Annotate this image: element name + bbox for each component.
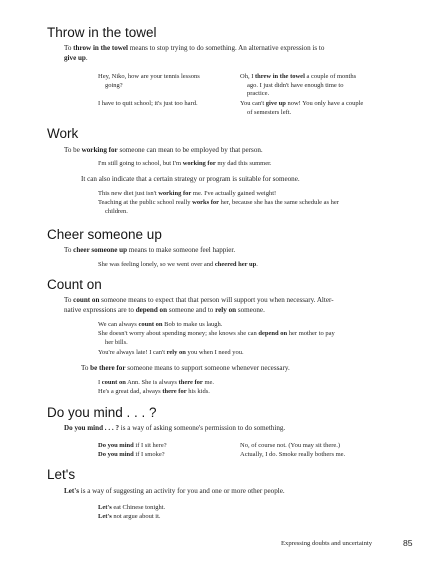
example-lets-1: Let's eat Chinese tonight.: [98, 504, 166, 511]
definition-throw-in-the-towel-cont: give up.: [64, 54, 88, 62]
definition-work-2: It can also indicate that a certain strategy or program is suitable for someone.: [81, 175, 300, 183]
example-count-on-2: She doesn't worry about spending money; she knows she can depend on her mother to pay: [98, 330, 335, 337]
example-work-2: This new diet just isn't working for me. I've actually gained weight!: [98, 190, 277, 197]
dialog-reply: You can't give up now! You only have a couple: [240, 100, 364, 107]
heading-throw-in-the-towel: Throw in the towel: [47, 25, 157, 40]
definition-count-on: To count on someone means to expect that that person will support you when necessary. Alter-: [64, 296, 334, 304]
example-cheer: She was feeling lonely, so we went over and cheered her up.: [98, 261, 258, 268]
running-footer: Expressing doubts and uncertainty: [281, 540, 373, 547]
example-be-there-for-2: He's a great dad, always there for his kids.: [98, 388, 210, 395]
example-mind-answer-1: No, of course not. (You may sit there.): [240, 442, 341, 449]
dialog-answer-cont: ago. I just didn't have enough time to: [247, 82, 344, 89]
heading-do-you-mind: Do you mind . . . ?: [47, 405, 157, 420]
definition-work: To be working for someone can mean to be employed by that person.: [64, 146, 263, 154]
definition-throw-in-the-towel: To throw in the towel means to stop trying to do something. An alternative expression is to: [64, 44, 325, 52]
heading-cheer-someone-up: Cheer someone up: [47, 227, 162, 242]
dialog-answer-cont2: practice.: [247, 90, 270, 97]
definition-cheer-someone-up: To cheer someone up means to make someone feel happier.: [64, 246, 236, 254]
heading-count-on: Count on: [47, 277, 102, 292]
example-count-on-2-cont: her bills.: [105, 339, 128, 346]
dialog-statement: I have to quit school; it's just too hard.: [98, 100, 198, 107]
dialog-answer: Oh, I threw in the towel a couple of months: [240, 73, 357, 80]
definition-do-you-mind: Do you mind . . . ? is a way of asking someone's permission to do something.: [64, 424, 286, 432]
example-mind-question-1: Do you mind if I sit here?: [98, 442, 167, 449]
definition-be-there-for: To be there for someone means to support someone whenever necessary.: [81, 364, 290, 372]
example-lets-2: Let's not argue about it.: [98, 513, 161, 520]
dialog-question: Hey, Niko, how are your tennis lessons: [98, 73, 200, 80]
example-work-3: Teaching at the public school really works for her, because she has the same schedule as her: [98, 199, 339, 206]
example-mind-question-2: Do you mind if I smoke?: [98, 451, 165, 458]
example-work-3-cont: children.: [105, 208, 128, 215]
example-work: I'm still going to school, but I'm working for my dad this summer.: [98, 160, 272, 167]
heading-work: Work: [47, 126, 79, 141]
page-number: 85: [403, 538, 413, 548]
example-count-on-3: You're always late! I can't rely on you when I need you.: [98, 349, 244, 356]
example-mind-answer-2: Actually, I do. Smoke really bothers me.: [240, 451, 346, 458]
example-be-there-for-1: I count on Ann. She is always there for me.: [98, 379, 215, 386]
definition-lets: Let's is a way of suggesting an activity for you and one or more other people.: [64, 487, 285, 495]
dialog-reply-cont: of semesters left.: [247, 109, 292, 116]
definition-count-on-cont: native expressions are to depend on someone and to rely on someone.: [64, 306, 265, 314]
example-count-on-1: We can always count on Bob to make us laugh.: [98, 321, 223, 328]
heading-lets: Let's: [47, 467, 76, 482]
dialog-question-cont: going?: [105, 82, 123, 89]
